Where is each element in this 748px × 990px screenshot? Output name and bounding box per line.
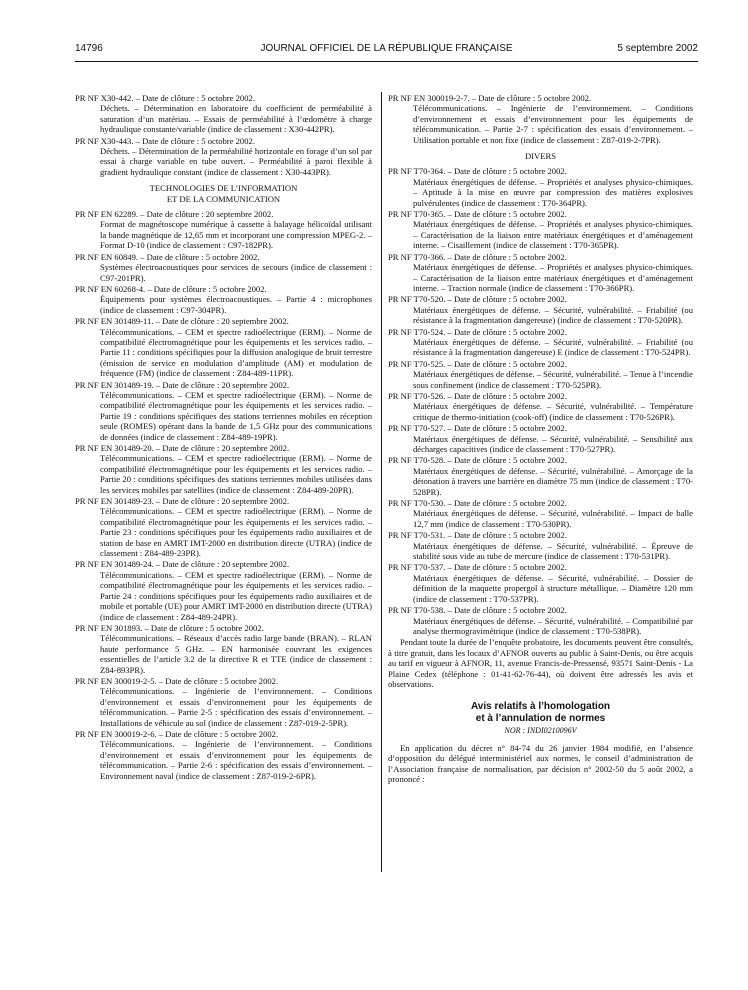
- nor-reference: NOR : INDI0210096V: [504, 726, 577, 736]
- notice-title-line: Avis relatifs à l’homologation: [470, 701, 611, 713]
- entry-code: PR NF T70-525. – Date de clôture : 5 octobre 2002.: [388, 358, 567, 369]
- right-column: [388, 93, 693, 784]
- entries-left-a: [75, 93, 372, 177]
- standard-entry: [75, 136, 372, 178]
- standard-entry: [75, 676, 372, 728]
- section-title-divers: [388, 151, 693, 161]
- standard-entry: [75, 443, 372, 495]
- entry-description: Matériaux énergétiques de défense. – Sécurité, vulnérabilité. – Température critique de thermo-initiation (cook-off) (indice de classement : T70-526PR).: [413, 401, 693, 422]
- entry-code: PR NF T70-365. – Date de clôture : 5 octobre 2002.: [388, 209, 567, 220]
- entry-description: Télécommunications. – CEM et spectre radioélectrique (ERM). – Norme de compatibilité électromagnétique pour les équipements et les services radio. – Partie 24 : conditions spécifiques pour les équipements radio auxiliaires et de mobile et portable (UE) pour AMRT IMT-2000 en distribution directe (UTRA) (indice de classement : Z84-489-24PR).: [100, 569, 372, 622]
- entry-code: PR NF T70-537. – Date de clôture : 5 octobre 2002.: [388, 562, 567, 573]
- column-divider: [381, 92, 382, 872]
- notice-title: [388, 701, 693, 724]
- entry-code: PR NF EN 300019-2-5. – Date de clôture : 5 octobre 2002.: [75, 675, 279, 686]
- standard-entry: [388, 530, 693, 561]
- entry-code: PR NF T70-524. – Date de clôture : 5 octobre 2002.: [388, 326, 567, 337]
- standard-entry: [75, 729, 372, 781]
- entry-code: PR NF EN 60268-4. – Date de clôture : 5 octobre 2002.: [75, 283, 267, 294]
- standard-entry: [75, 496, 372, 558]
- entry-code: PR NF X30-443. – Date de clôture : 5 octobre 2002.: [75, 135, 255, 146]
- entry-code: PR NF T70-526. – Date de clôture : 5 octobre 2002.: [388, 390, 567, 401]
- standard-entry: [388, 359, 693, 390]
- entry-code: PR NF T70-538. – Date de clôture : 5 octobre 2002.: [388, 605, 567, 616]
- section-title-tic: [75, 183, 372, 204]
- journal-title: JOURNAL OFFICIEL DE LA RÉPUBLIQUE FRANÇAISE: [260, 43, 513, 54]
- closing-paragraph: Pendant toute la durée de l’enquête probatoire, les documents peuvent être consultés, à titre gratuit, dans les locaux d’AFNOR ouverts au public à Saint-Denis, ou être acquis au tarif en vigueur à AFNOR, 11, avenue Francis-de-Pressensé, 93571 Saint-Denis - La Plaine Cedex (téléphone : 01-41-62-76-44), où doivent être adressés les avis et observations.: [388, 637, 693, 689]
- standard-entry: [75, 284, 372, 315]
- entry-description: Télécommunications. – Ingénierie de l’environnement. – Conditions d’environnement et essais d’environnement pour les équipements de télécommunication. – Partie 2-7 : spécification des essais d’environnement. – Utilisation portable et non fixe (indice de classement : Z87-019-2-7PR).: [413, 103, 693, 145]
- entries-left-b: [75, 209, 372, 781]
- entry-code: PR NF EN 301489-20. – Date de clôture : 20 septembre 2002.: [75, 443, 290, 453]
- entry-description: Matériaux énergétiques de défense. – Propriétés et analyses physico-chimiques. – Caractérisation de la liaison entre matériaux énergétiques et d’aménagement interne. – Cisaillement (indice de classement : T70-365PR).: [413, 219, 693, 251]
- entry-description: Matériaux énergétiques de défense. – Sécurité, vulnérabilité. – Compatibilité par analyse thermogravimétrique (indice de classement : T70-538PR).: [413, 615, 693, 636]
- header-rule: [75, 61, 698, 62]
- entry-code: PR NF EN 301489-23. – Date de clôture : 20 septembre 2002.: [75, 496, 290, 507]
- entry-code: PR NF T70-528. – Date de clôture : 5 octobre 2002.: [388, 455, 567, 466]
- entry-description: Matériaux énergétiques de défense. – Sécurité, vulnérabilité. – Dossier de définition de la maquette propergol à structure métallique. – Diamètre 120 mm (indice de classement : T70-537PR).: [413, 572, 693, 604]
- entry-description: Matériaux énergétiques de défense. – Propriétés et analyses physico-chimiques. – Caractérisation de la liaison entre matériaux énergétiques et d’aménagement interne. – Traction normale (indice de classement : T70-366PR).: [413, 262, 693, 293]
- entry-description: Déchets. – Détermination en laboratoire du coefficient de perméabilité à saturation d’un matériau. – Essais de perméabilité à l’œdomètre à charge hydraulique constante/variable (indice de classement : X30-442PR).: [100, 103, 372, 135]
- entry-description: Matériaux énergétiques de défense. – Sécurité, vulnérabilité. – Friabilité (ou résistance à la fragmentation dangereuse) E (indice de classement : T70-524PR).: [413, 336, 693, 358]
- entries-right-a: [388, 93, 693, 145]
- standard-entry: [388, 93, 693, 145]
- standard-entry: [75, 559, 372, 621]
- entry-code: PR NF X30-442. – Date de clôture : 5 octobre 2002.: [75, 93, 255, 103]
- entry-description: Déchets. – Détermination de la perméabilité horizontale en forage d’un sol par essai à charge variable en tube ouvert. – Perméabilité à paroi flexible à gradient hydraulique constant (indice de classement : X30-443PR).: [100, 146, 372, 177]
- entry-description: Télécommunications. – CEM et spectre radioélectrique (ERM). – Norme de compatibilité électromagnétique pour les équipements et les services radio. – Partie 11 : conditions spécifiques pour la diffusion analogique de bruit terrestre (émission de service en modulation d’amplitude (AM) et modulation de fréquence (FM) (indice de classement : Z84-489-11PR).: [100, 326, 372, 379]
- entry-code: PR NF EN 60849. – Date de clôture : 5 octobre 2002.: [75, 251, 260, 262]
- entry-description: Télécommunications. – Ingénierie de l’environnement. – Conditions d’environnement et essais d’environnement pour les équipements de télécommunication. – Partie 2-5 : spécification des essais d’environnement. – Installations de véhicule au sol (indice de classement : Z87-019-2-5PR).: [100, 686, 372, 728]
- final-paragraph: En application du décret n° 84-74 du 26 janvier 1984 modifié, en l’absence d’opposition du délégué interministériel aux normes, le conseil d’administration de l’Association française de normalisation, par décision n° 2002-50 du 5 août 2002, a prononcé :: [388, 742, 693, 784]
- entry-code: PR NF T70-530. – Date de clôture : 5 octobre 2002.: [388, 498, 567, 509]
- left-column: [75, 93, 372, 782]
- entry-code: PR NF EN 301489-24. – Date de clôture : 20 septembre 2002.: [75, 559, 290, 570]
- entry-description: Équipements pour systèmes électroacoustiques. – Partie 4 : microphones (indice de classement : C97-304PR).: [100, 294, 372, 315]
- standard-entry: [75, 623, 372, 675]
- standard-entry: [75, 380, 372, 442]
- standard-entry: [75, 209, 372, 251]
- entry-description: Télécommunications. – CEM et spectre radioélectrique (ERM). – Norme de compatibilité électromagnétique pour les équipements et les services radio. – Partie 19 : conditions spécifiques des stations terriennes mobiles en réception seule (ROMES) opérant dans la bande de 1,5 GHz pour des communications de données (indice de classement : Z84-489-19PR).: [100, 389, 372, 442]
- standard-entry: [75, 93, 372, 135]
- section-title-line: ET DE LA COMMUNICATION: [166, 193, 281, 204]
- entry-code: PR NF T70-520. – Date de clôture : 5 octobre 2002.: [388, 294, 567, 305]
- issue-date: 5 septembre 2002: [617, 43, 698, 54]
- entry-description: Matériaux énergétiques de défense. – Sécurité, vulnérabilité. – Friabilité (ou résistance à la fragmentation dangereuse) (indice de classement : T70-520PR).: [413, 304, 693, 326]
- standard-entry: [388, 209, 693, 251]
- standard-entry: [388, 327, 693, 358]
- entry-description: Télécommunications. – Réseaux d’accès radio large bande (BRAN). – RLAN haute performance 5 GHz. – EN harmonisée couvrant les exigences essentielles de l’article 3.2 de la directive R et TTE (indice de classement : Z84-893PR).: [100, 633, 372, 675]
- entry-code: PR NF EN 300019-2-7. – Date de clôture : 5 octobre 2002.: [388, 93, 592, 103]
- standard-entry: [388, 605, 693, 636]
- entry-description: Systèmes électroacoustiques pour services de secours (indice de classement : C97-201PR).: [100, 262, 372, 283]
- entries-right-b: [388, 166, 693, 636]
- entry-description: Matériaux énergétiques de défense. – Sécurité, vulnérabilité. – Amorçage de la détonation à travers une barrière en diamètre 75 mm (indice de classement : T70-528PR).: [413, 465, 693, 497]
- entry-description: Format de magnétoscope numérique à cassette à balayage hélicoïdal utilisant la bande magnétique de 12,65 mm et incorporant une compression MPEG-2. – Format D-10 (indice de classement : C97-182PR).: [100, 219, 372, 251]
- entry-code: PR NF EN 301489-19. – Date de clôture : 20 septembre 2002.: [75, 379, 290, 390]
- entry-description: Matériaux énergétiques de défense. – Sécurité, vulnérabilité. – Impact de balle 12,7 mm (indice de classement : T70-530PR).: [413, 508, 693, 529]
- standard-entry: [388, 498, 693, 529]
- standard-entry: [388, 423, 693, 454]
- entry-description: Matériaux énergétiques de défense. – Propriétés et analyses physico-chimiques. – Aptitude à la mise en œuvre par compression des matières explosives pulvérulentes (indice de classement : T70-364PR).: [413, 176, 693, 208]
- notice-title-line: et à l’annulation de normes: [475, 712, 606, 724]
- entry-code: PR NF EN 62289. – Date de clôture : 20 septembre 2002.: [75, 209, 274, 220]
- entry-code: PR NF EN 300019-2-6. – Date de clôture : 5 octobre 2002.: [75, 728, 279, 739]
- standard-entry: [388, 455, 693, 497]
- entry-code: PR NF T70-527. – Date de clôture : 5 octobre 2002.: [388, 423, 567, 434]
- entry-code: PR NF EN 301489-11. – Date de clôture : 20 septembre 2002.: [75, 316, 289, 327]
- section-title-line: TECHNOLOGIES DE L’INFORMATION: [149, 183, 298, 194]
- standard-entry: [388, 166, 693, 208]
- standard-entry: [75, 252, 372, 283]
- page-number: 14796: [75, 43, 103, 54]
- entry-description: Télécommunications. – CEM et spectre radioélectrique (ERM). – Norme de compatibilité électromagnétique pour les équipements et les services radio. – Partie 23 : conditions spécifiques pour les équipements radio auxiliaires et de station de base en AMRT IMT-2000 en distribution directe (UTRA) (indice de classement : Z84-489-23PR).: [100, 506, 372, 559]
- entry-code: PR NF T70-531. – Date de clôture : 5 octobre 2002.: [388, 530, 567, 541]
- standard-entry: [388, 562, 693, 604]
- entry-description: Matériaux énergétiques de défense. – Sécurité, vulnérabilité. – Épreuve de stabilité sous vide au tube de mercure (indice de classement : T70-531PR).: [413, 540, 693, 562]
- page-header: [75, 43, 698, 59]
- standard-entry: [75, 316, 372, 378]
- standard-entry: [388, 294, 693, 325]
- entry-code: PR NF T70-364. – Date de clôture : 5 octobre 2002.: [388, 166, 567, 177]
- section-title-line: DIVERS: [524, 151, 557, 162]
- entry-code: PR NF T70-366. – Date de clôture : 5 octobre 2002.: [388, 251, 567, 262]
- entry-description: Matériaux énergétiques de défense. – Sécurité, vulnérabilité. – Sensibilité aux décharges capacitives (indice de classement : T70-527PR).: [413, 433, 693, 454]
- entry-description: Télécommunications. – Ingénierie de l’environnement. – Conditions d’environnement et essais d’environnement pour les équipements de télécommunication. – Partie 2-6 : spécification des essais d’environnement. – Environnement naval (indice de classement : Z87-019-2-6PR).: [100, 739, 372, 781]
- standard-entry: [388, 391, 693, 422]
- entry-description: Matériaux énergétiques de défense. – Sécurité, vulnérabilité. – Tenue à l’incendie sous confinement (indice de classement : T70-525PR).: [413, 369, 693, 390]
- entry-code: PR NF EN 301893. – Date de clôture : 5 octobre 2002.: [75, 622, 264, 633]
- entry-description: Télécommunications. – CEM et spectre radioélectrique (ERM). – Norme de compatibilité électromagnétique pour les équipements et les services radio. – Partie 20 : conditions spécifiques des stations terriennes mobiles utilisées dans les services mobiles par satellites (indice de classement : Z84-489-20PR).: [100, 453, 372, 495]
- standard-entry: [388, 252, 693, 294]
